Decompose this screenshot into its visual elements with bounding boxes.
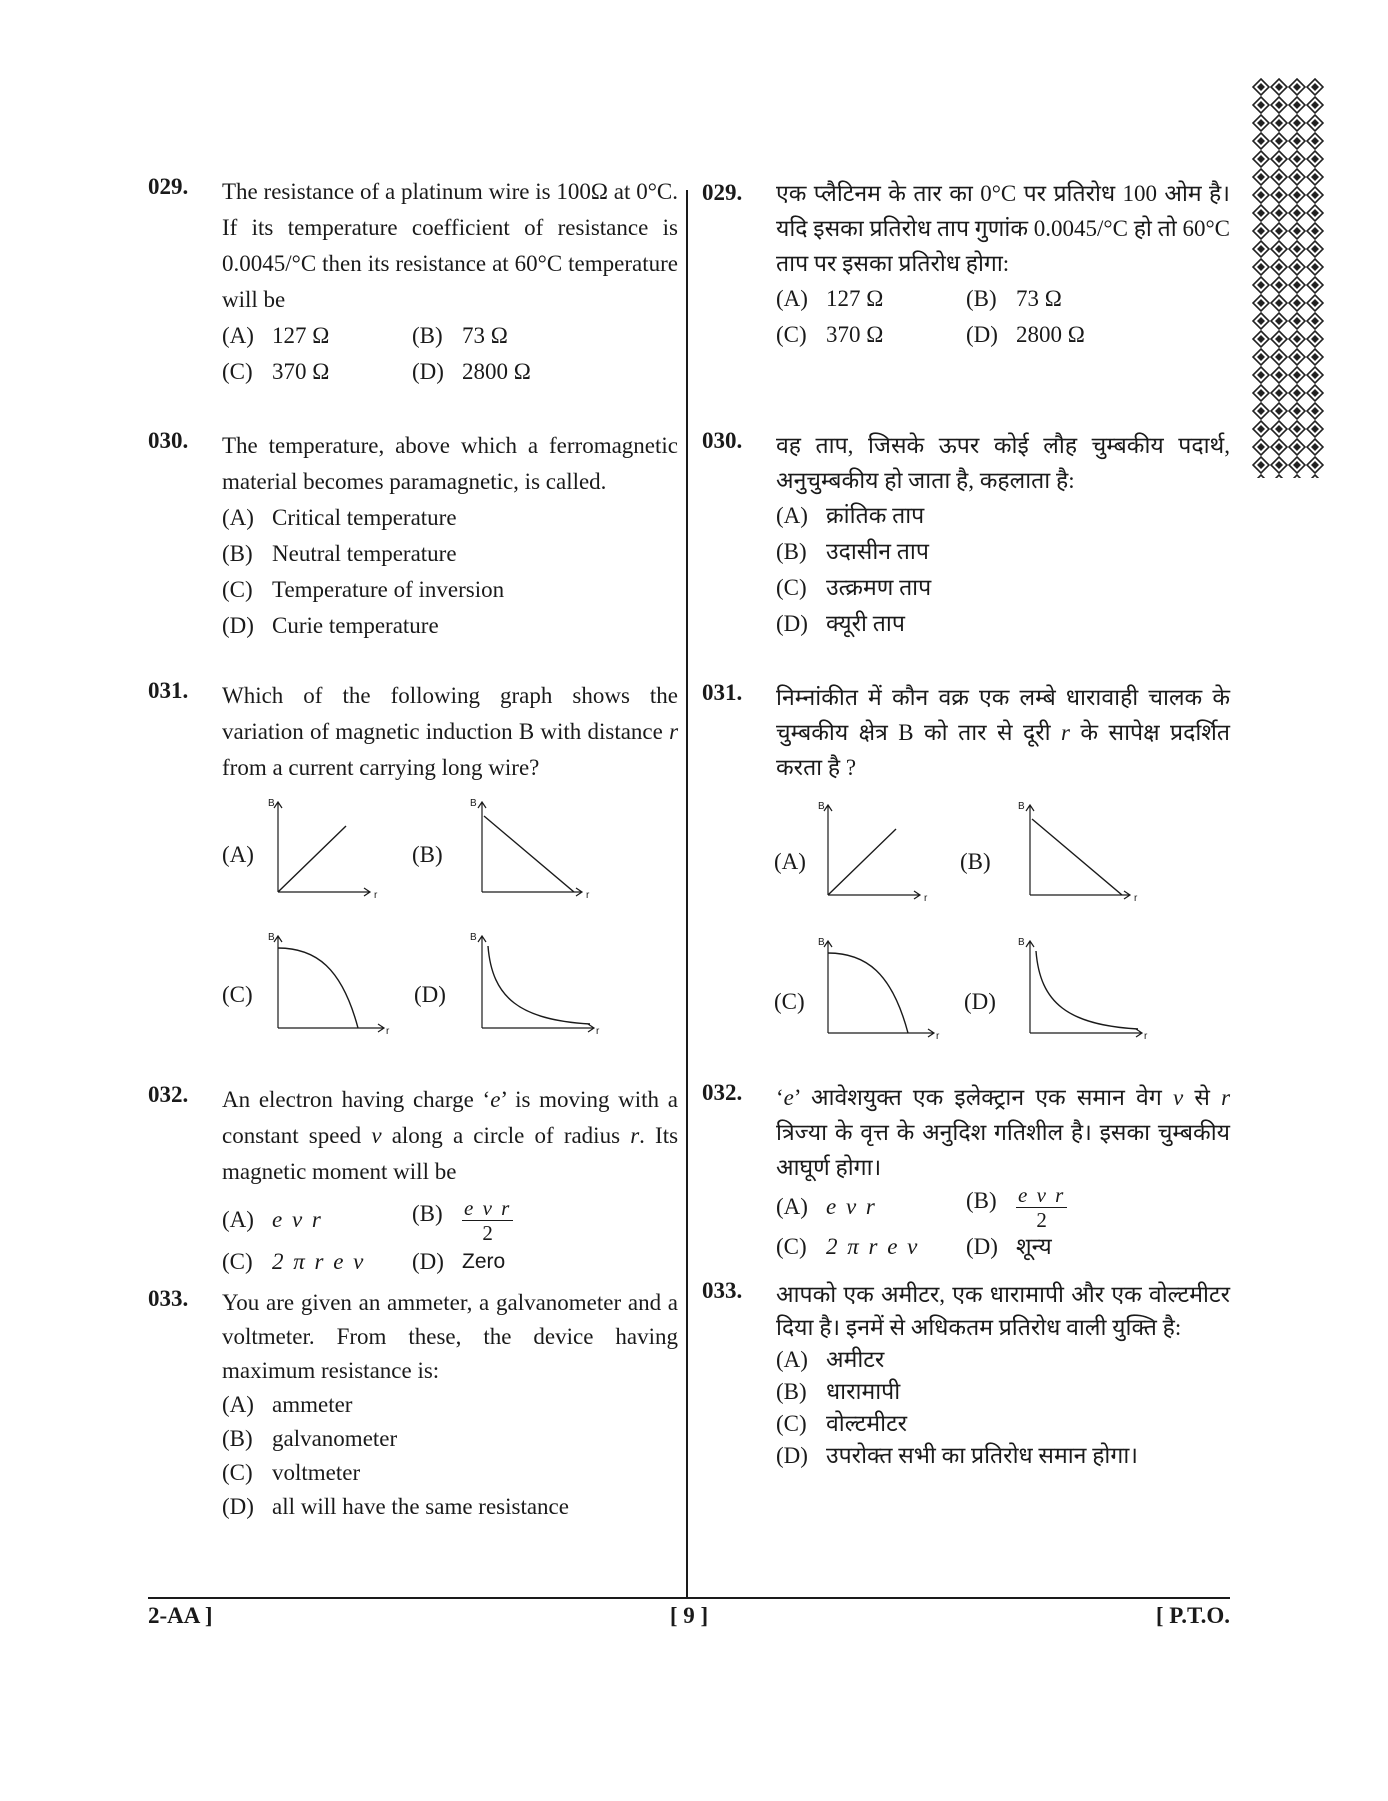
option-c: (C) उत्क्रमण ताप [776, 575, 932, 600]
option-b: (B) 73 Ω [412, 323, 508, 348]
options [776, 281, 1230, 353]
option-c: (C) वोल्टमीटर [776, 1411, 908, 1436]
column-divider [686, 190, 688, 1598]
question-number: 029. [148, 174, 189, 199]
graph-label-c: (C) [222, 982, 253, 1007]
axis-label-x: r [924, 893, 928, 904]
graph-c-concave-decrease [816, 933, 946, 1043]
option-a: (A) ammeter [222, 1392, 353, 1417]
axis-label-y: B [470, 798, 477, 809]
question-text: आपको एक अमीटर, एक धारामापी और एक वोल्टमीटर दिया है। इनमें से अधिकतम प्रतिरोध वाली युक्ति है: [776, 1282, 1230, 1340]
option-d: (D) क्यूरी ताप [776, 611, 905, 636]
page-footer [148, 1585, 1230, 1628]
question-number: 030. [702, 428, 743, 453]
question-text: वह ताप, जिसके ऊपर कोई लौह चुम्बकीय पदार्थ, अनुचुम्बकीय हो जाता है, कहलाता है: [776, 433, 1230, 493]
option-a: (A) क्रांतिक ताप [776, 503, 925, 528]
graph-label-a: (A) [774, 849, 806, 874]
option-a: (A) e v r [776, 1194, 877, 1219]
question-text: एक प्लैटिनम के तार का 0°C पर प्रतिरोध 100 ओम है। यदि इसका प्रतिरोध ताप गुणांक 0.0045/°C हो तो 60°C ताप पर इसका प्रतिरोध होगा: [776, 181, 1230, 276]
option-a: (A) 127 Ω [222, 323, 330, 348]
question-text: ‘e’ आवेशयुक्त एक इलेक्ट्रान एक समान वेग v से r त्रिज्या के वृत्त के अनुदिश गतिशील है। इसका चुम्बकीय आघूर्ण होगा। [776, 1085, 1231, 1180]
please-turn-over: [ P.T.O. [1155, 1603, 1230, 1628]
fraction: $\frac{\text{e v r}}{2}$ [1018, 1182, 1066, 1232]
question-number: 030. [148, 428, 189, 453]
graph-label-d: (D) [414, 982, 446, 1007]
question-033 [148, 1286, 678, 1524]
question-number: 031. [702, 680, 743, 705]
axis-label-x: r [596, 1026, 600, 1037]
graph-options [702, 793, 1230, 1043]
axis-label-y: B [818, 937, 825, 948]
graph-label-c: (C) [774, 989, 805, 1014]
question-031 [702, 680, 1230, 1043]
question-number: 033. [148, 1286, 189, 1311]
option-b: (B) 73 Ω [966, 286, 1062, 311]
question-text: निम्नांकीत में कौन वक्र एक लम्बे धारावाही चालक के चुम्बकीय क्षेत्र B को तार से दूरी r के सापेक्ष प्रदर्शित करता है ? [776, 685, 1231, 780]
option-d: (D) उपरोक्त सभी का प्रतिरोध समान होगा। [776, 1443, 1138, 1468]
page-number: [ 9 ] [669, 1603, 709, 1628]
question-number: 033. [702, 1278, 743, 1303]
option-d: (D) Curie temperature [222, 613, 439, 638]
option-a: (A) Critical temperature [222, 505, 457, 530]
graph-options [148, 794, 678, 1044]
graph-a-linear-increase [266, 794, 386, 904]
graph-d-inverse-curve [1018, 933, 1158, 1043]
option-a: (A) अमीटर [776, 1347, 885, 1372]
option-c: (C) 370 Ω [222, 359, 330, 384]
question-032 [702, 1080, 1230, 1265]
option-c: (C) Temperature of inversion [222, 577, 505, 602]
question-029 [702, 176, 1230, 353]
option-d: (D) 2800 Ω [966, 322, 1085, 347]
graph-a-linear-increase [816, 797, 936, 907]
graph-b-linear-decrease [470, 794, 600, 904]
corner-pattern [1252, 78, 1324, 478]
axis-label-y: B [268, 798, 275, 809]
axis-label-x: r [374, 890, 378, 901]
option-b: (B) galvanometer [222, 1426, 398, 1451]
axis-label-y: B [1018, 801, 1025, 812]
option-d: (D) शून्य [966, 1234, 1052, 1259]
fraction: $\frac{\text{e v r}}{2}$ [464, 1195, 512, 1245]
question-number: 031. [148, 678, 189, 703]
graph-label-b: (B) [960, 849, 991, 874]
options [222, 318, 678, 390]
question-033 [702, 1278, 1230, 1472]
options [222, 1196, 678, 1280]
axis-label-y: B [818, 801, 825, 812]
graph-label-b: (B) [412, 842, 443, 867]
axis-label-x: r [936, 1031, 940, 1042]
axis-label-y: B [470, 932, 477, 943]
graph-label-d: (D) [964, 989, 996, 1014]
option-a: (A) e v r [222, 1207, 323, 1232]
graph-c-concave-decrease [266, 928, 396, 1038]
axis-label-y: B [1018, 937, 1025, 948]
option-b: (B) $\frac{\text{e v r}}{2}$ [412, 1195, 512, 1245]
options [776, 498, 1230, 642]
question-text: Which of the following graph shows the variation of magnetic induction B with distance r from a current carrying long wire? [222, 683, 679, 780]
option-c: (C) 2 π r e v [776, 1234, 920, 1259]
question-text: The temperature, above which a ferromagnetic material becomes paramagnetic, is called. [222, 433, 678, 494]
options [222, 1388, 678, 1524]
graph-b-linear-decrease [1018, 797, 1148, 907]
axis-label-x: r [1144, 1031, 1148, 1042]
question-number: 032. [702, 1080, 743, 1105]
option-b: (B) उदासीन ताप [776, 539, 929, 564]
option-b: (B) धारामापी [776, 1379, 901, 1404]
graph-d-inverse-curve [470, 928, 610, 1038]
option-d: (D) all will have the same resistance [222, 1494, 569, 1519]
question-030 [148, 428, 678, 644]
question-030 [702, 428, 1230, 642]
question-032 [148, 1082, 678, 1280]
option-b: (B) Neutral temperature [222, 541, 457, 566]
question-text: You are given an ammeter, a galvanometer and a voltmeter. From these, the device having maximum resistance is: [222, 1290, 678, 1383]
options [776, 1344, 1230, 1472]
axis-label-x: r [1134, 893, 1138, 904]
option-b: (B) $\frac{\text{e v r}}{2}$ [966, 1182, 1066, 1232]
option-c: (C) voltmeter [222, 1460, 361, 1485]
question-text: An electron having charge ‘e’ is moving with a constant speed v along a circle of radius r. Its magnetic moment will be [222, 1087, 679, 1184]
option-d: (D) Zero [412, 1249, 506, 1274]
question-031 [148, 678, 678, 1044]
question-number: 032. [148, 1082, 189, 1107]
axis-label-x: r [586, 890, 590, 901]
option-d: (D) 2800 Ω [412, 359, 531, 384]
option-a: (A) 127 Ω [776, 286, 884, 311]
axis-label-x: r [386, 1026, 390, 1037]
question-029 [148, 174, 678, 390]
options [222, 500, 678, 644]
options [776, 1182, 1230, 1265]
question-text: The resistance of a platinum wire is 100Ω at 0°C. If its temperature coefficient of resistance is 0.0045/°C then its resistance at 60°C temperature will be [222, 179, 678, 312]
booklet-code: 2-AA ] [148, 1603, 213, 1628]
option-c: (C) 370 Ω [776, 322, 884, 347]
axis-label-y: B [268, 932, 275, 943]
graph-label-a: (A) [222, 842, 254, 867]
question-number: 029. [702, 180, 743, 205]
option-c: (C) 2 π r e v [222, 1249, 366, 1274]
